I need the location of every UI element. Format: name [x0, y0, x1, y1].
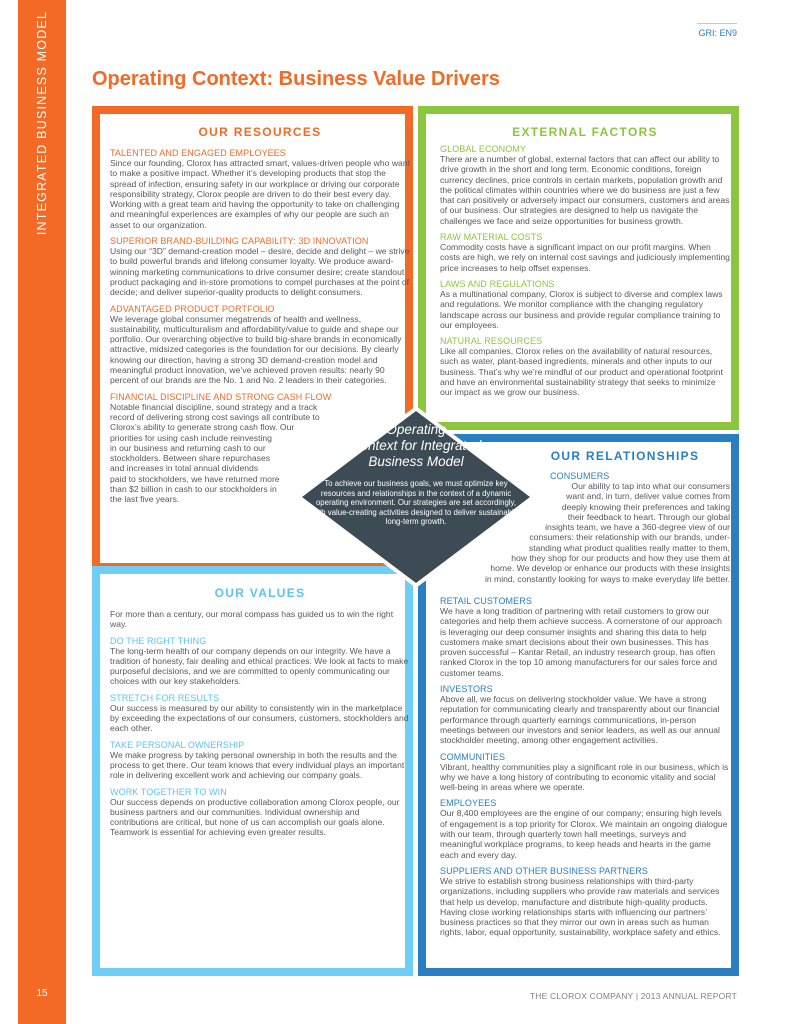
body-line: how they shop for our products and how they use them at [511, 553, 730, 564]
values-section-body: Our success depends on productive collaboration among Clorox people, our business partners and our communities. Individual ownership and contributions are critical, but none of us can accomplish our goals alone. Teamwork is essential for achieving even greater results. [110, 796, 400, 838]
resources-section-body: Using our “3D” demand-creation model – desire, decide and delight – we strive to build powerful brands and lifelong consumer loyalty. We produce award-winning marketing communications to drive consumer desire; create standout product packaging and in-store promotions to compel purchases at the point of decide; and deliver superior-quality products to delight consumers. [110, 246, 410, 298]
diamond-title [294, 422, 538, 470]
page-title: Operating Context: Business Value Drivers [92, 68, 500, 90]
relationships-content [440, 590, 730, 938]
external-section-title: LAWS AND REGULATIONS [440, 278, 555, 289]
diamond-title-line: Context for Integrated [350, 438, 482, 453]
resources-section-body: Since our founding, Clorox has attracted smart, values-driven people who want to make a positive impact. Whether it’s developing products that stop the spread of infection, ensuring safety in our workplace or driving our corporate responsibility strategy, Clorox people are driven to do their best every day. Working with a great team and having the opportunity to take on challenging and meaningful experiences are examples of why our people are such an asset to our organization. [110, 158, 410, 230]
gri-rule [697, 23, 737, 24]
values-section-body: Our success is measured by our ability to consistently win in the marketplace by exceeding the expectations of our consumers, customers, stockholders and each other. [110, 702, 409, 734]
external-section-title: NATURAL RESOURCES [440, 336, 543, 347]
resources-section-title: SUPERIOR BRAND-BUILDING CAPABILITY: 3D INNOVATION [110, 236, 369, 247]
section-label [18, 0, 66, 245]
body-line: the last five years. [110, 494, 180, 505]
center-diamond [294, 404, 538, 590]
external-section-body: There are a number of global, external factors that can affect our ability to drive growth in the short and long term. Economic conditions, foreign currency declines, price controls in certain markets, population growth and the political climates within countries where we do business are just a few that can positively or adversely impact our consumers, customers and areas of our business. Our strategies are designed to help us navigate the challenges we face and seize opportunities for business growth. [440, 154, 730, 226]
relationships-section-body: Above all, we focus on delivering stockholder value. We have a strong reputation for communicating clearly and transparently about our financial performance through quarterly earnings communications, in-person meetings between our investors and senior leaders, as well as our annual stockholder meeting, among other engagement activities. [440, 694, 720, 746]
footer-text: THE CLOROX COMPANY | 2013 ANNUAL REPORT [529, 991, 737, 1001]
body-line: insights team, we have a 360-degree view of our [545, 522, 730, 533]
body-line: and increases in total annual dividends [110, 463, 259, 474]
relationships-section-title: SUPPLIERS AND OTHER BUSINESS PARTNERS [440, 865, 648, 876]
resources-section-title: FINANCIAL DISCIPLINE AND STRONG CASH FLOW [110, 391, 332, 402]
relationships-section-title: COMMUNITIES [440, 751, 506, 762]
body-line: stockholders. Between share repurchases [110, 453, 271, 464]
values-section-title: TAKE PERSONAL OWNERSHIP [110, 739, 245, 750]
resources-section-title: ADVANTAGED PRODUCT PORTFOLIO [110, 303, 275, 314]
page-number: 15 [36, 988, 48, 999]
body-line: consumers: their relationship with our brands, under- [529, 532, 730, 543]
resources-section-body: We leverage global consumer megatrends of health and wellness, sustainability, multiculturalism and affordability/value to guide and shape our portfolio. Our overarching objective to build big-share brands in economically attractive, midsized categories is the foundation for our decisions. By clearly knowing our direction, having a strong 3D demand-creation model and meaningful product innovation, we’ve achieved proven results: nearly 90 percent of our brands are the No. 1 and No. 2 leaders in their categories. [110, 313, 402, 386]
body-line: want and, in turn, deliver value comes from [566, 491, 730, 502]
external-section-title: RAW MATERIAL COSTS [440, 232, 543, 243]
values-section-body: We make progress by taking personal ownership in both the results and the process to get there. Our team knows that every individual plays an important role in delivering excellent work and achieving our company goals. [110, 749, 405, 781]
body-line: in our business and returning cash to our [110, 442, 266, 453]
values-section-body: The long-term health of our company depends on our integrity. We have a tradition of honesty, fair dealing and ethical practices. We look at facts to make purposeful decisions, and we are committed to openly communicating our choices with our key stakeholders. [110, 645, 409, 687]
external-factors-content [440, 125, 730, 398]
relationships-section-title: CONSUMERS [550, 471, 610, 481]
values-heading: OUR VALUES [214, 586, 306, 600]
values-section-title: DO THE RIGHT THING [110, 635, 207, 646]
relationships-section-body: We have a long tradition of partnering with retail customers to grow our categories and help them achieve success. A cornerstone of our approach is leveraging our deep consumer insights and sharing this data to help customers make smart decisions about their own businesses. This has proven successful – Kantar Retail, an industry research group, has often ranked Clorox in the top 10 among manufacturers for our sales force and customer teams. [440, 606, 722, 678]
body-line: Our ability to tap into what our consumers [571, 481, 730, 491]
relationships-heading: OUR RELATIONSHIPS [550, 449, 700, 463]
external-section-title: GLOBAL ECONOMY [440, 144, 527, 154]
external-section-body: Like all companies, Clorox relies on the availability of natural resources, such as water, plant-based ingredients, minerals and other inputs to our business. That’s why we’re mindful of our product and operational footprint and have an environmental sustainability strategy that seeks to minimize our impact as we grow our business. [440, 346, 723, 398]
body-line: Clorox’s ability to generate strong cash flow. Our [110, 422, 295, 433]
relationships-section-title: RETAIL CUSTOMERS [440, 596, 532, 606]
body-line: record of delivering strong cost savings all contribute to [110, 411, 320, 422]
body-line: deeply knowing their preferences and taking [561, 501, 730, 512]
external-section-body: As a multinational company, Clorox is subject to diverse and complex laws and regulations. We monitor compliance with the changing regulatory landscape across our business and provide regular compliance training to our employees. [440, 288, 723, 330]
body-line: Notable financial discipline, sound strategy and a track [110, 401, 318, 412]
gri-tag: GRI: EN9 [698, 28, 737, 38]
values-section-title: WORK TOGETHER TO WIN [110, 786, 227, 797]
diamond-title-line: Business Model [368, 454, 464, 469]
relationships-section-title: EMPLOYEES [440, 798, 497, 809]
external-factors-heading: EXTERNAL FACTORS [512, 125, 658, 139]
values-section-title: STRETCH FOR RESULTS [110, 692, 220, 703]
section-label-text: INTEGRATED BUSINESS MODEL [35, 10, 49, 235]
relationships-section-body: We strive to establish strong business relationships with third-party organizations, including suppliers who provide raw materials and services that help us develop, manufacture and distribute high-quality products. Having close working relationships starts with influencing our partners’ business practices so that they mirror our own in areas such as human rights, labor, equal opportunity, sustainability, workplace safety and ethics. [440, 875, 721, 938]
values-content [110, 605, 410, 838]
relationships-section-body: Our 8,400 employees are the engine of our company; ensuring high levels of engagement is a top priority for Clorox. We maintain an ongoing dialogue with our team, through quarterly town hall meetings, surveys and meaningful workplace programs, to keep heads and hearts in the game each and every day. [440, 808, 728, 860]
external-section-body: Commodity costs have a significant impact on our profit margins. When costs are high, we rely on internal cost savings and judiciously implementing price increases to help offset expenses. [440, 242, 730, 273]
body-line: in mind, constantly looking for ways to make everyday life better. [484, 573, 730, 584]
body-line: than $2 billion in cash to our stockholders in [110, 484, 277, 495]
relationships-section-title: INVESTORS [440, 684, 493, 695]
diamond-body: To achieve our business goals, we must optimize key resources and relationships in the context of a dynamic operating environment. Our strategies are set accordingly, with value-creating activities designed to deliver sustainable, long-term growth. [311, 479, 521, 527]
body-line: priorities for using cash include reinvesting [110, 432, 272, 443]
diamond-title-line: Operating [386, 422, 446, 437]
relationships-section-body: Vibrant, healthy communities play a significant role in our business, which is why we have a long history of contributing to economic vitality and social well-being in areas where we operate. [440, 761, 729, 793]
body-line: standing what product qualities really matter to them, [528, 542, 730, 553]
body-line: paid to stockholders, we have returned more [110, 473, 280, 484]
resources-heading: OUR RESOURCES [198, 125, 322, 139]
body-line: home. We develop or enhance our products with these insights [490, 563, 730, 574]
values-intro: For more than a century, our moral compass has guided us to win the right way. [110, 609, 394, 630]
body-line: their feedback to heart. Through our global [567, 511, 730, 522]
resources-section-title: TALENTED AND ENGAGED EMPLOYEES [110, 148, 286, 158]
